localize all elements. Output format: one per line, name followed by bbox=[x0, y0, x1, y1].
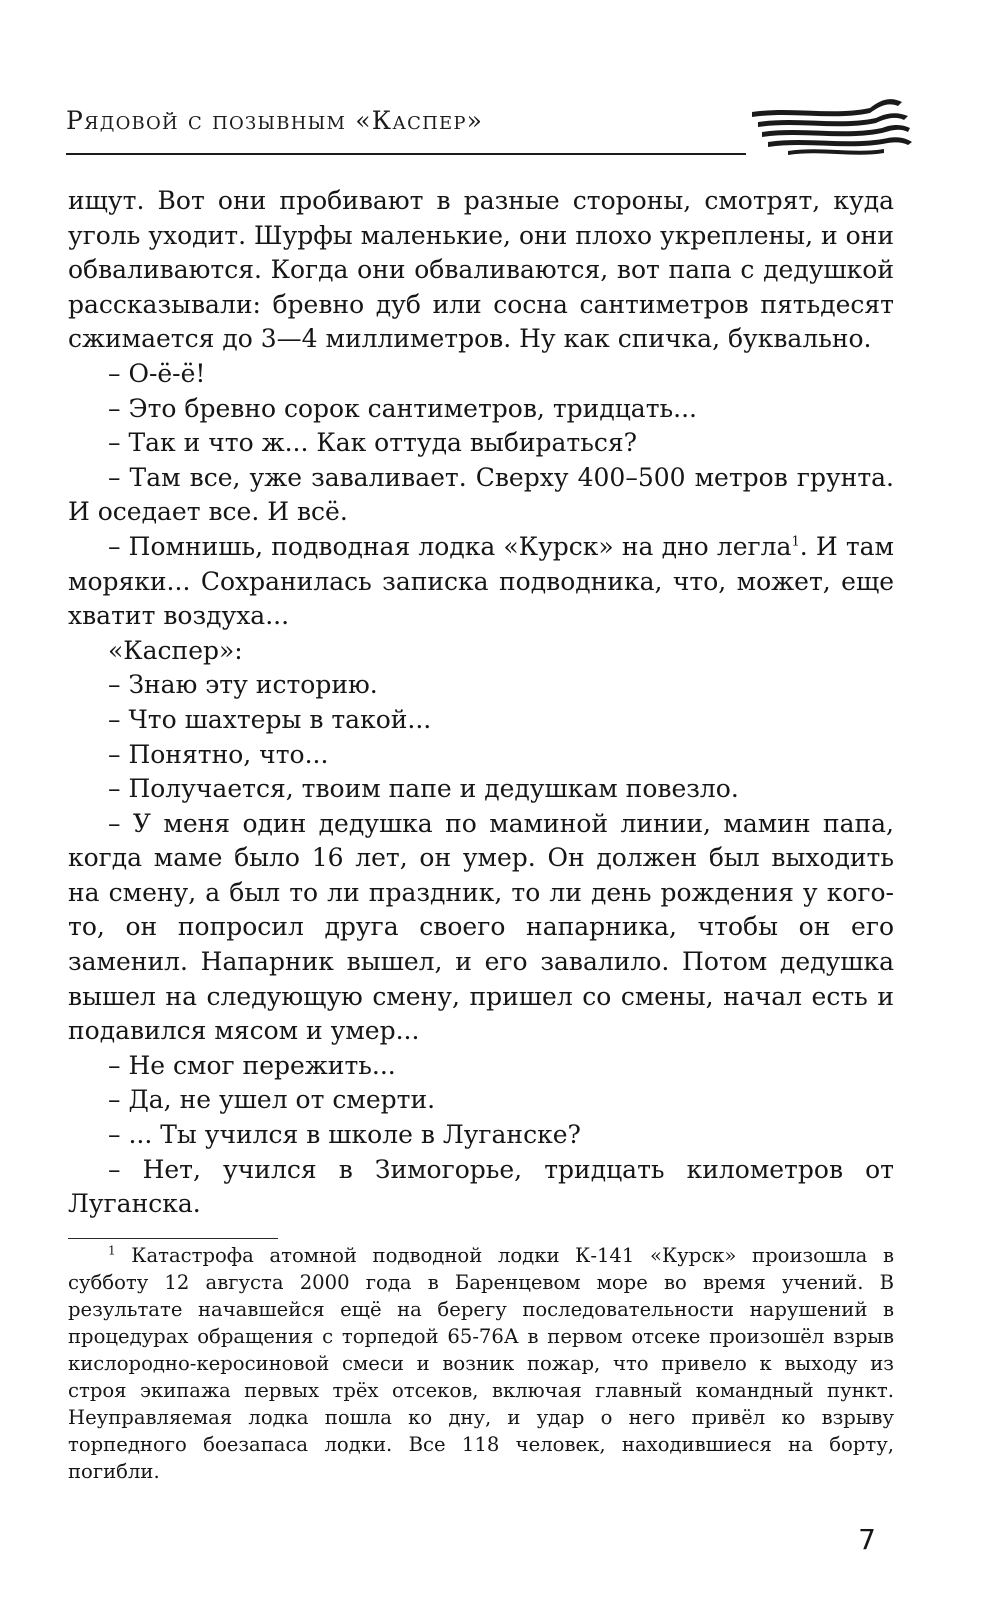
footnote-ref: 1 bbox=[791, 534, 800, 550]
paragraph: – Не смог пережить... bbox=[108, 1050, 396, 1080]
paragraph: «Каспер»: bbox=[108, 635, 243, 665]
paragraph: – Там все, уже заваливает. Сверху 400–500 метров грунта. И оседает все. И всё. bbox=[68, 462, 894, 527]
paragraph: – О-ё-ё! bbox=[108, 358, 206, 388]
footnote bbox=[68, 1242, 894, 1485]
running-header-title: Рядовой с позывным «Каспер» bbox=[66, 106, 484, 135]
header-rule bbox=[66, 153, 746, 155]
paragraph: – У меня один дедушка по маминой линии, мамин папа, когда маме было 16 лет, он умер. Он должен был выходить на смену, а был то ли праздник, то ли день рождения у кого-то, он попросил друга своего напарника, чтобы он его заменил. Напарник вышел, и его завалило. Потом дедушка вышел на следующую смену, пришел со смены, начал есть и подавился мясом и умер... bbox=[68, 808, 894, 1046]
paragraph: – Нет, учился в Зимогорье, тридцать километров от Луганска. bbox=[68, 1154, 894, 1219]
paragraph: – Это бревно сорок сантиметров, тридцать... bbox=[108, 393, 697, 423]
running-header bbox=[66, 98, 926, 158]
paragraph: – Знаю эту историю. bbox=[108, 670, 378, 700]
footnote-text: Катастрофа атомной подводной лодки К-141 «Курск» произошла в субботу 12 августа 2000 года в Баренцевом море во время учений. В результате начавшейся ещё на берегу последовательности нарушений в процедурах обращения с торпедой 65-76А в первом отсеке произошёл взрыв кислородно-керосиновой смеси и возник пожар, что привело к выходу из строя экипажа первых трёх отсеков, включая главный командный пункт. Неуправляемая лодка пошла ко дну, и удар о него привёл ко взрыву торпедного боезапаса лодки. Все 118 человек, находившиеся на борту, погибли. bbox=[68, 1244, 894, 1483]
page-number: 7 bbox=[858, 1523, 876, 1556]
footnote-rule bbox=[68, 1238, 278, 1239]
main-text bbox=[68, 184, 894, 1222]
paragraph: – ... Ты учился в школе в Луганске? bbox=[108, 1120, 581, 1150]
paragraph: – Понятно, что... bbox=[108, 739, 329, 769]
paragraph: ищут. Вот они пробивают в разные стороны, смотрят, куда уголь уходит. Шурфы маленькие, они плохо укреплены, и они обваливаются. Когда они обваливаются, вот папа с дедушкой рассказывали: бревно дуб или сосна сантиметров пятьдесят сжимается до 3—4 миллиметров. Ну как спичка, буквально. bbox=[68, 186, 894, 354]
footnote-marker: 1 bbox=[108, 1243, 116, 1258]
ribbon-wave-icon bbox=[752, 98, 912, 160]
paragraph: – Что шахтеры в такой... bbox=[108, 704, 432, 734]
paragraph: – Помнишь, подводная лодка «Курск» на дно легла$^1$. И там моряки... Сохранилась записка подводника, что, может, еще хватит воздуха... bbox=[68, 531, 895, 631]
paragraph: – Получается, твоим папе и дедушкам повезло. bbox=[108, 774, 739, 804]
paragraph: – Так и что ж... Как оттуда выбираться? bbox=[108, 428, 638, 458]
paragraph: – Да, не ушел от смерти. bbox=[108, 1085, 436, 1115]
